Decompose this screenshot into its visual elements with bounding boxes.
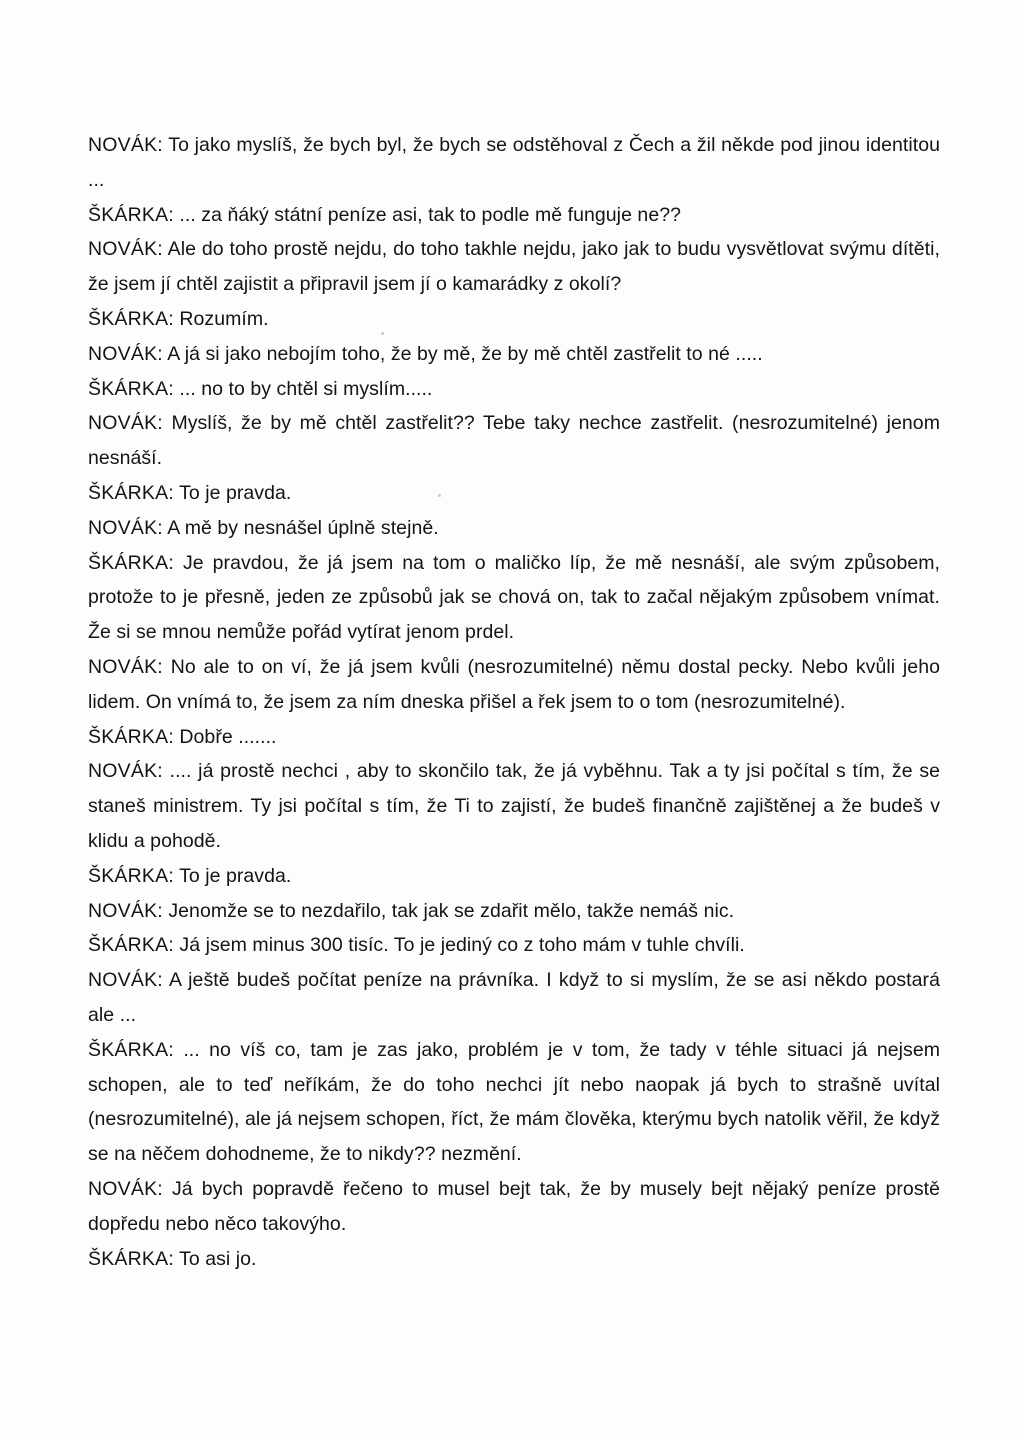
speaker-label: ŠKÁRKA: — [88, 934, 174, 957]
dialogue-line — [88, 372, 940, 407]
dialogue-text: A ještě budeš počítat peníze na právníka. I když to si myslím, že se asi někdo postará ale ... — [88, 969, 940, 1026]
speaker-label: ŠKÁRKA: — [88, 1247, 174, 1270]
dialogue-text: To asi jo. — [179, 1247, 257, 1270]
dialogue-line — [88, 128, 940, 198]
dialogue-text: .... já prostě nechci , aby to skončilo tak, že já vyběhnu. Tak a ty jsi počítal s tím, že se staneš ministrem. Ty jsi počítal s tím, že Ti to zajistí, že budeš finančně zajištěnej a že budeš v klidu a pohodě. — [88, 760, 941, 852]
dialogue-text: Já jsem minus 300 tisíc. To je jediný co z toho mám v tuhle chvíli. — [179, 934, 745, 957]
dialogue-line — [88, 546, 940, 650]
dialogue-text: ... no víš co, tam je zas jako, problém je v tom, že tady v téhle situaci já nejsem schopen, ale to teď neříkám, že do toho nechci jít nebo naopak já bych to strašně uvítal (nesrozumitelné), ale já nejsem schopen, říct, že mám člověka, kterýmu bych natolik věřil, že když se na něčem dohodneme, že to nikdy?? nezmění. — [88, 1038, 941, 1166]
dialogue-text: A já si jako nebojím toho, že by mě, že by mě chtěl zastřelit to né ..... — [167, 342, 763, 365]
speaker-label: ŠKÁRKA: — [88, 307, 174, 330]
speaker-label: NOVÁK: — [88, 134, 163, 156]
dialogue-line — [88, 302, 940, 337]
transcript-body — [88, 128, 940, 1276]
speaker-label: NOVÁK: — [88, 655, 163, 678]
dialogue-text: A mě by nesnášel úplně stejně. — [167, 516, 439, 539]
dialogue-text: Ale do toho prostě nejdu, do toho takhle nejdu, jako jak to budu vysvětlovat svýmu dítěti, že jsem jí chtěl zajistit a připravil jsem jí o kamarádky z okolí? — [88, 238, 940, 296]
speaker-label: NOVÁK: — [88, 342, 163, 365]
speaker-label: ŠKÁRKA: — [88, 377, 174, 400]
speaker-label: NOVÁK: — [88, 899, 163, 922]
speaker-label: NOVÁK: — [88, 969, 163, 992]
speaker-label: ŠKÁRKA: — [88, 203, 174, 226]
dialogue-line — [88, 1172, 940, 1242]
dialogue-text: ... za ňáký státní peníze asi, tak to podle mě funguje ne?? — [179, 203, 682, 226]
dialogue-line — [88, 511, 940, 546]
dialogue-line — [88, 859, 940, 894]
speaker-label: NOVÁK: — [88, 516, 163, 539]
dialogue-text: To jako myslíš, že bych byl, že bych se odstěhoval z Čech a žil někde pod jinou identitou ... — [88, 134, 941, 191]
dialogue-line — [88, 337, 940, 372]
dialogue-line — [88, 650, 940, 720]
dialogue-text: To je pravda. — [179, 864, 292, 887]
dialogue-text: Já bych popravdě řečeno to musel bejt tak, že by musely bejt nějaký peníze prostě dopředu nebo něco takovýho. — [88, 1177, 940, 1235]
dialogue-text: Je pravdou, že já jsem na tom o maličko líp, že mě nesnáší, ale svým způsobem, protože to je přesně, jeden ze způsobů jak se chová on, tak to začal nějakým způsobem vnímat. Že si se mnou nemůže pořád vytírat jenom prdel. — [88, 551, 941, 644]
speaker-label: NOVÁK: — [88, 412, 163, 435]
dialogue-line — [88, 476, 940, 511]
speaker-label: ŠKÁRKA: — [88, 725, 174, 748]
dialogue-text: ... no to by chtěl si myslím..... — [179, 377, 433, 400]
dialogue-text: Rozumím. — [179, 307, 269, 330]
speaker-label: ŠKÁRKA: — [88, 481, 174, 504]
dialogue-line — [88, 963, 940, 1033]
dialogue-text: Dobře ....... — [179, 725, 277, 748]
dialogue-text: Myslíš, že by mě chtěl zastřelit?? Tebe taky nechce zastřelit. (nesrozumitelné) jenom nesnáší. — [88, 412, 940, 470]
dialogue-line — [88, 198, 940, 233]
dialogue-line — [88, 928, 940, 963]
speaker-label: NOVÁK: — [88, 1177, 163, 1200]
speaker-label: ŠKÁRKA: — [88, 551, 174, 574]
speaker-label: NOVÁK: — [88, 238, 163, 261]
dialogue-text: To je pravda. — [179, 481, 292, 504]
dialogue-line — [88, 754, 940, 858]
speaker-label: ŠKÁRKA: — [88, 864, 174, 887]
speaker-label: NOVÁK: — [88, 760, 163, 783]
dialogue-text: No ale to on ví, že já jsem kvůli (nesrozumitelné) němu dostal pecky. Nebo kvůli jeho lidem. On vnímá to, že jsem za ním dneska přišel a řek jsem to o tom (nesrozumitelné). — [88, 655, 940, 713]
dialogue-line — [88, 406, 940, 476]
speaker-label: ŠKÁRKA: — [88, 1038, 174, 1061]
dialogue-text: Jenomže se to nezdařilo, tak jak se zdařit mělo, takže nemáš nic. — [168, 899, 735, 922]
dialogue-line — [88, 894, 940, 929]
dialogue-line — [88, 1033, 940, 1172]
dialogue-line — [88, 232, 940, 302]
dialogue-line — [88, 1242, 940, 1277]
dialogue-line — [88, 720, 940, 755]
